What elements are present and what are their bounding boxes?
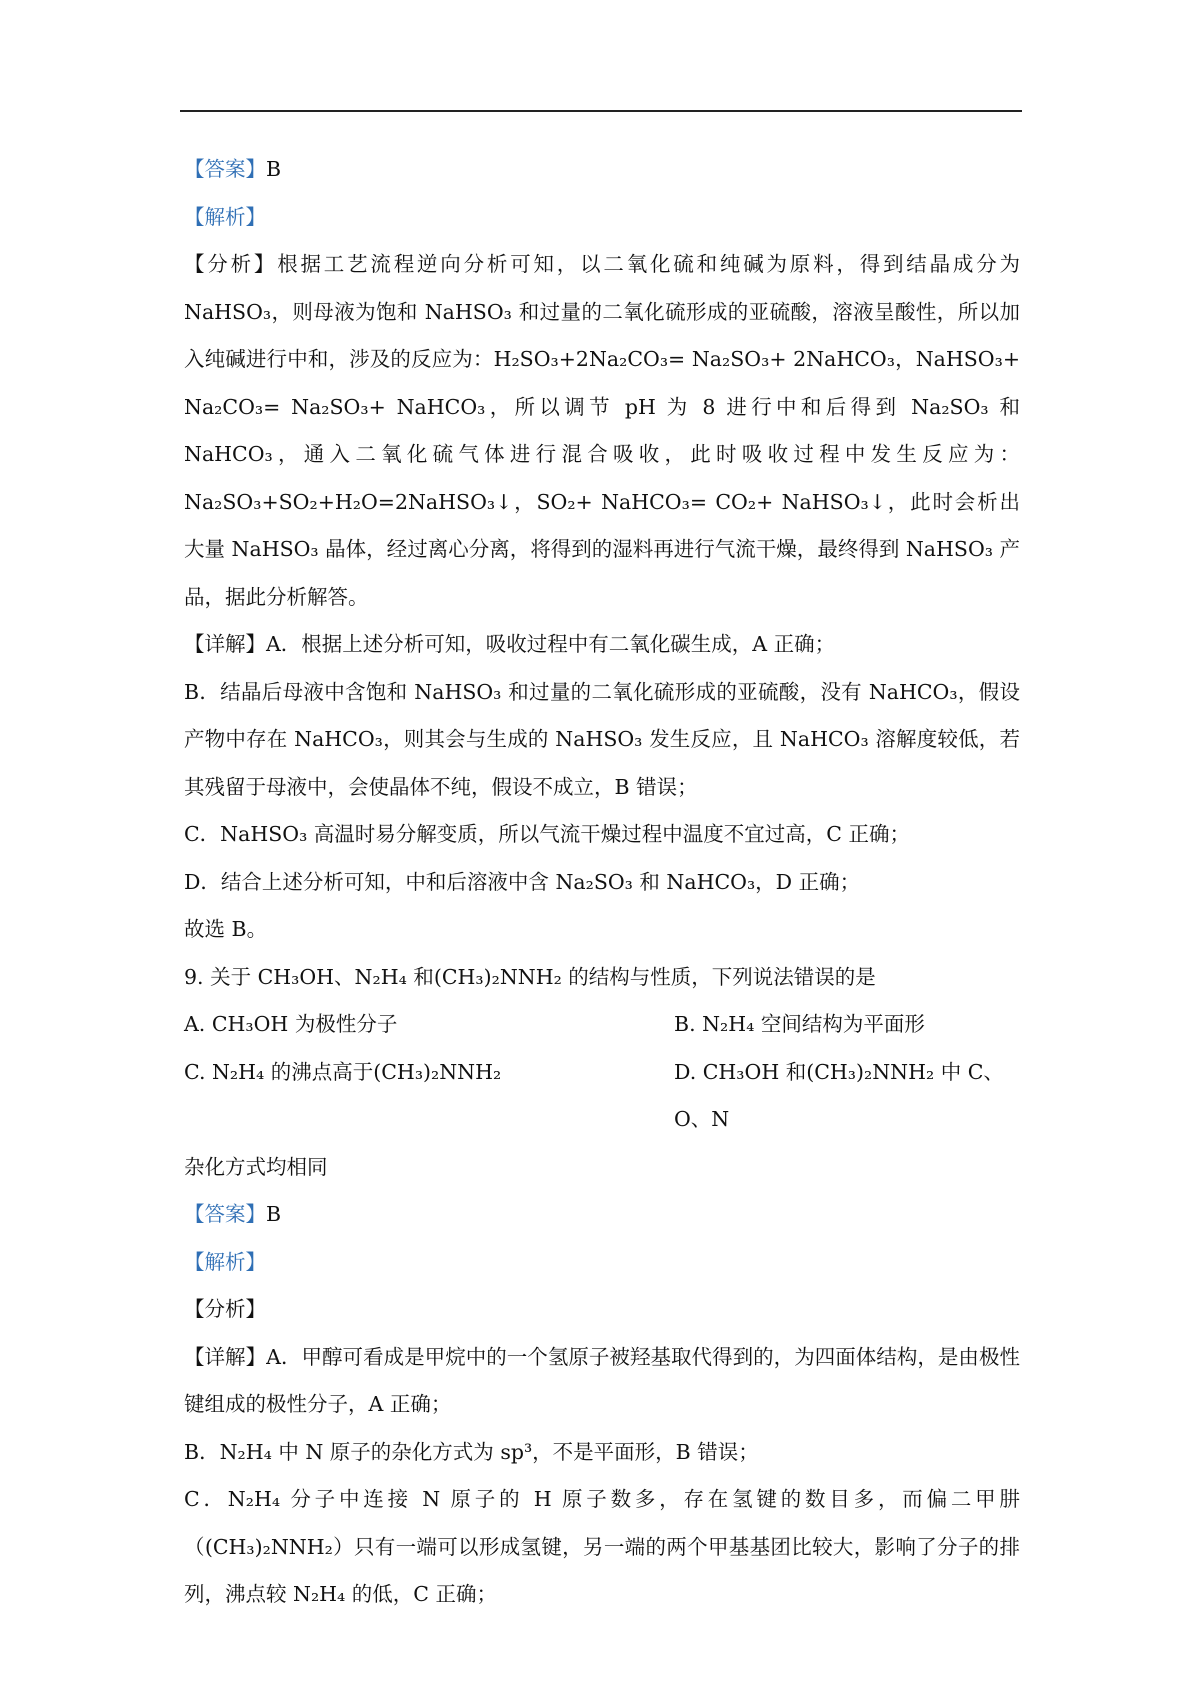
q9-option-d-continued: 杂化方式均相同 (184, 1154, 328, 1179)
q8-answer-tag: 【答案】 (184, 157, 266, 181)
q9-answer-value: B (266, 1202, 282, 1226)
q9-answer-line (184, 1191, 1020, 1239)
q8-conclusion: 故选 B。 (184, 917, 268, 941)
q9-options-row-2 (184, 1049, 1020, 1144)
header-rule (180, 110, 1022, 112)
q8-analysis-tag: 【解析】 (184, 204, 266, 229)
q9-answer-tag: 【答案】 (184, 1202, 266, 1226)
q8-answer-line (184, 146, 1020, 194)
q9-detail-c: C．N₂H₄ 分子中连接 N 原子的 H 原子数多，存在氢键的数目多，而偏二甲肼（(CH₃)₂NNH₂）只有一端可以形成氢键，另一端的两个甲基基团比较大，影响了分子的排列，沸点较 N₂H₄ 的低，C 正确； (184, 1487, 1020, 1606)
q9-option-b: B. N₂H₄ 空间结构为平面形 (674, 1012, 925, 1036)
q9-option-c: C. N₂H₄ 的沸点高于(CH₃)₂NNH₂ (184, 1059, 502, 1084)
q8-answer-value: B (266, 157, 282, 181)
q9-option-a: A. CH₃OH 为极性分子 (184, 1012, 398, 1036)
q9-detail-a: 【详解】A．甲醇可看成是甲烷中的一个氢原子被羟基取代得到的，为四面体结构，是由极性键组成的极性分子，A 正确； (184, 1344, 1020, 1416)
q9-stem: 9. 关于 CH₃OH、N₂H₄ 和(CH₃)₂NNH₂ 的结构与性质，下列说法错误的是 (184, 964, 876, 989)
q8-detail-b: B．结晶后母液中含饱和 NaHSO₃ 和过量的二氧化硫形成的亚硫酸，没有 NaHCO₃，假设产物中存在 NaHCO₃，则其会与生成的 NaHSO₃ 发生反应，且 NaHCO₃ 溶解度较低，若其残留于母液中，会使晶体不纯，假设不成立，B 错误； (184, 679, 1020, 799)
q8-detail-d: D．结合上述分析可知，中和后溶液中含 Na₂SO₃ 和 NaHCO₃，D 正确； (184, 869, 861, 894)
q9-option-d: D. CH₃OH 和(CH₃)₂NNH₂ 中 C、O、N (674, 1059, 1004, 1131)
q8-detail-c: C．NaHSO₃ 高温时易分解变质，所以气流干燥过程中温度不宜过高，C 正确； (184, 822, 911, 846)
q9-analysis-tag: 【解析】 (184, 1249, 266, 1274)
q8-detail-a: 【详解】A．根据上述分析可知，吸收过程中有二氧化碳生成，A 正确； (184, 632, 836, 656)
q9-detail-b: B．N₂H₄ 中 N 原子的杂化方式为 sp³，不是平面形，B 错误； (184, 1439, 759, 1464)
q9-options-row-1 (184, 1001, 1020, 1049)
document-content (184, 146, 1020, 1619)
q9-analysis-label: 【分析】 (184, 1297, 266, 1321)
q8-analysis-paragraph: 【分析】根据工艺流程逆向分析可知，以二氧化硫和纯碱为原料，得到结晶成分为 NaHSO₃，则母液为饱和 NaHSO₃ 和过量的二氧化硫形成的亚硫酸，溶液呈酸性，所以加入纯碱进行中和，涉及的反应为：H₂SO₃+2Na₂CO₃= Na₂SO₃+ 2NaHCO₃，NaHSO₃+ Na₂CO₃= Na₂SO₃+ NaHCO₃，所以调节 pH 为 8 进行中和后得到 Na₂SO₃ 和 NaHCO₃，通入二氧化硫气体进行混合吸收，此时吸收过程中发生反应为：Na₂SO₃+SO₂+H₂O=2NaHSO₃↓，SO₂+ NaHCO₃= CO₂+ NaHSO₃↓，此时会析出大量 NaHSO₃ 晶体，经过离心分离，将得到的湿料再进行气流干燥，最终得到 NaHSO₃ 产品，据此分析解答。 (184, 252, 1020, 609)
